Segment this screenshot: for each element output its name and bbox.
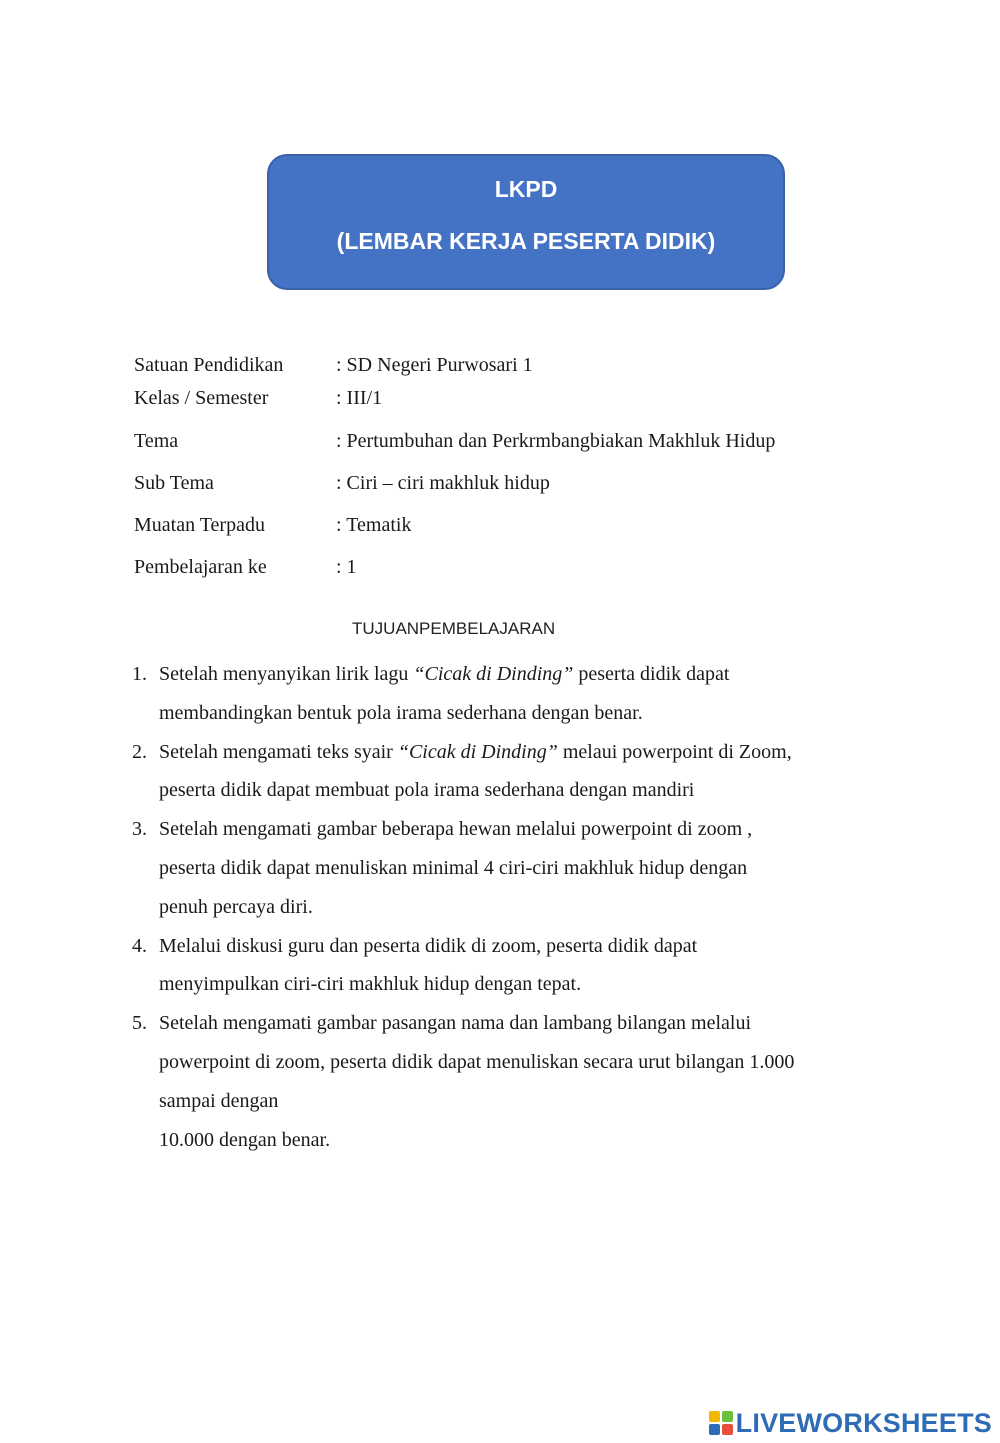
info-label: Pembelajaran ke <box>134 556 267 578</box>
info-value: : Tematik <box>336 514 412 536</box>
list-item <box>132 733 892 811</box>
section-title: TUJUANPEMBELAJARAN <box>352 619 556 638</box>
list-number: 4. <box>132 934 147 957</box>
liveworksheets-logo <box>709 1406 992 1440</box>
info-value: : SD Negeri Purwosari 1 <box>336 354 533 376</box>
list-number: 2. <box>132 740 147 763</box>
banner-subtitle: (LEMBAR KERJA PESERTA DIDIK) <box>336 228 716 254</box>
list-text: Setelah menyanyikan lirik lagu “Cicak di Dinding” peserta didik dapat membandingkan bentuk pola irama sederhana dengan benar. <box>159 663 730 724</box>
banner-title: LKPD <box>494 176 558 202</box>
info-value: : Pertumbuhan dan Perkrmbangbiakan Makhluk Hidup <box>336 430 776 452</box>
info-label: Sub Tema <box>134 472 214 494</box>
list-text: Setelah mengamati gambar beberapa hewan melalui powerpoint di zoom , peserta didik dapat menuliskan minimal 4 ciri-ciri makhluk hidup dengan penuh percaya diri. <box>159 818 753 918</box>
list-number: 1. <box>132 663 147 685</box>
list-text: Setelah mengamati gambar pasangan nama dan lambang bilangan melalui powerpoint di zoom, peserta didik dapat menuliskan secara urut bilangan 1.000 sampai dengan 10.000 dengan benar. <box>159 1012 795 1151</box>
goals-list <box>132 655 892 1159</box>
list-item <box>132 810 892 926</box>
info-value: : Ciri – ciri makhluk hidup <box>336 472 550 494</box>
list-item <box>132 1004 892 1159</box>
info-label: Tema <box>134 430 179 452</box>
list-number: 3. <box>132 818 147 841</box>
info-value: : 1 <box>336 556 357 578</box>
list-text: Melalui diskusi guru dan peserta didik di zoom, peserta didik dapat menyimpulkan ciri-ciri makhluk hidup dengan tepat. <box>159 934 698 996</box>
list-number: 5. <box>132 1012 147 1035</box>
list-item <box>132 655 892 733</box>
title-banner <box>267 154 785 290</box>
info-label: Muatan Terpadu <box>134 514 265 536</box>
info-value: : III/1 <box>336 387 383 409</box>
list-text: Setelah mengamati teks syair “Cicak di Dinding” melaui powerpoint di Zoom, peserta didik dapat membuat pola irama sederhana dengan mandiri <box>159 740 792 802</box>
logo-text: LIVEWORKSHEETS <box>735 1407 992 1438</box>
list-item <box>132 927 892 1005</box>
logo-blocks-icon <box>709 1411 733 1435</box>
info-label: Satuan Pendidikan <box>134 354 284 376</box>
info-label: Kelas / Semester <box>134 387 269 409</box>
